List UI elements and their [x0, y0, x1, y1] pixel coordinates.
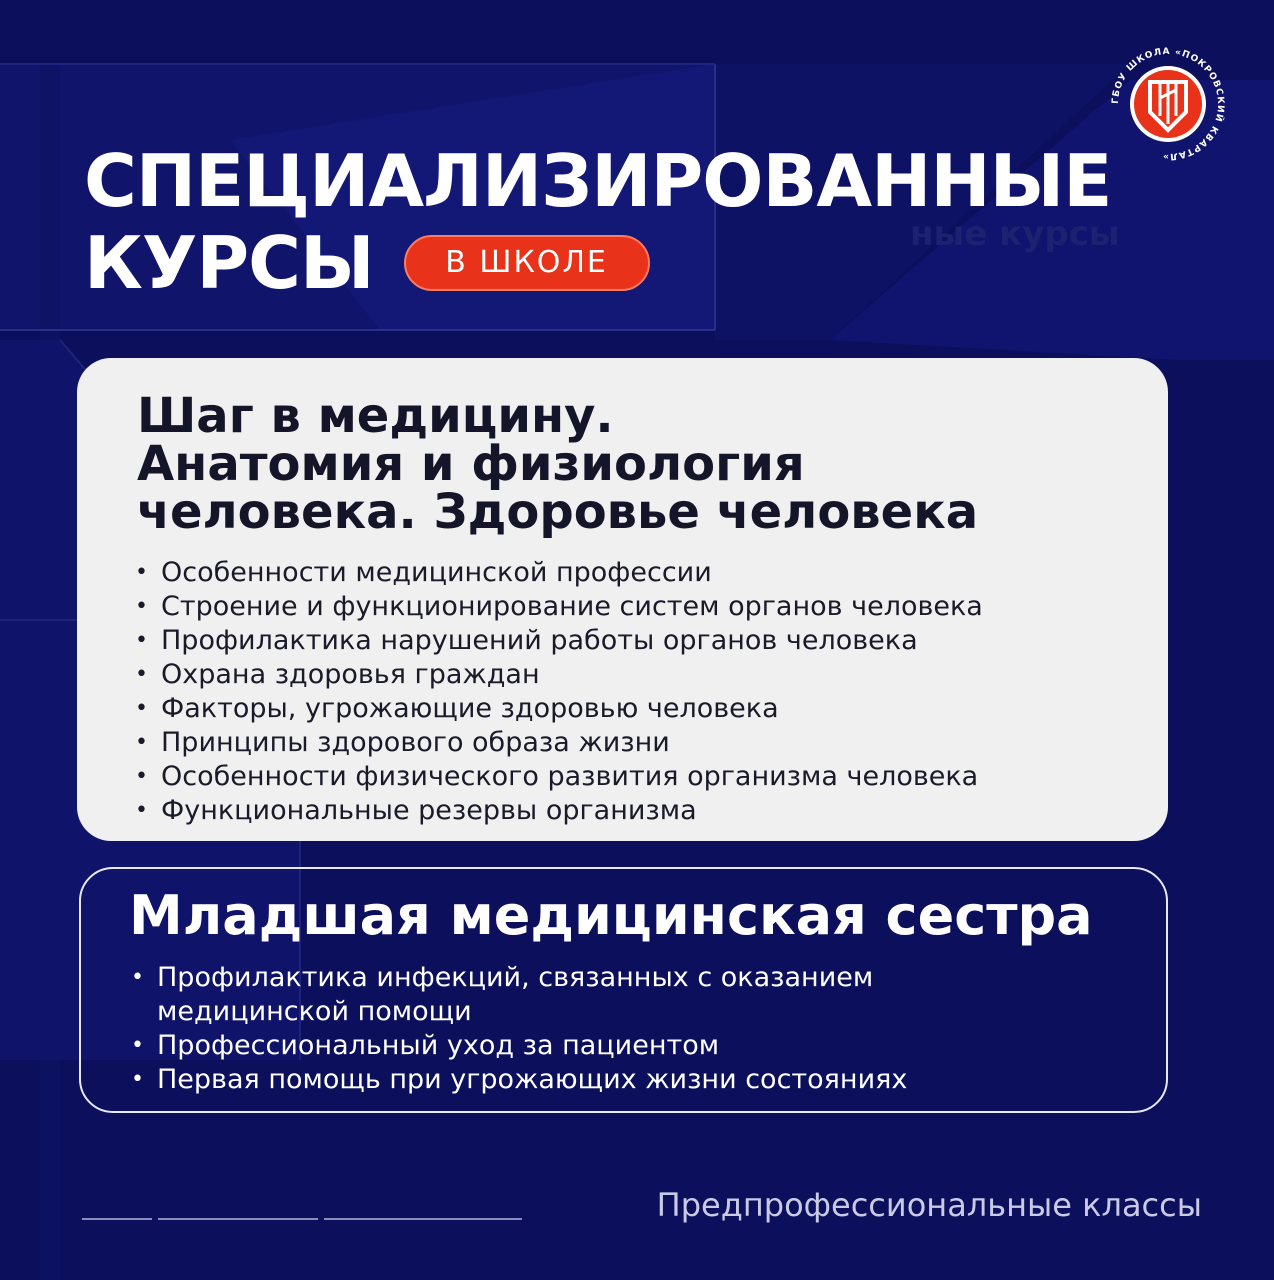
- list-item: [129, 1029, 1136, 1063]
- list-item-text: Функциональные резервы организма: [161, 795, 697, 826]
- bullet-icon: •: [135, 764, 148, 789]
- course-title-line: Шаг в медицину.: [137, 388, 614, 444]
- list-item: [129, 961, 1136, 995]
- list-item-text: Строение и функционирование систем органов человека: [161, 591, 983, 622]
- list-item: [133, 590, 1128, 624]
- title-line-2: КУРСЫ: [84, 221, 374, 305]
- bullet-icon: •: [135, 696, 148, 721]
- bullet-icon: •: [131, 1033, 144, 1058]
- course-card-anatomy: [77, 358, 1168, 841]
- bullet-icon: •: [135, 560, 148, 585]
- list-item-text: медицинской помощи: [157, 996, 472, 1027]
- school-logo: [1108, 44, 1228, 164]
- footer-caption: Предпрофессиональные классы: [656, 1186, 1202, 1224]
- course-title-line: человека. Здоровье человека: [137, 484, 979, 540]
- footer-divider: [82, 1217, 522, 1221]
- bullet-icon: •: [135, 594, 148, 619]
- list-item: [133, 658, 1128, 692]
- list-item: [133, 760, 1128, 794]
- list-item-text: Принципы здорового образа жизни: [161, 727, 670, 758]
- title-line-2-row: [84, 222, 1111, 304]
- list-item-text: Особенности медицинской профессии: [161, 557, 712, 588]
- list-item-text: Факторы, угрожающие здоровью человека: [161, 693, 779, 724]
- bullet-icon: •: [131, 965, 144, 990]
- list-item: [129, 1063, 1136, 1097]
- in-school-badge: В ШКОЛЕ: [404, 235, 650, 291]
- course-topics-list: [129, 961, 1136, 1097]
- list-item-text: Профилактика нарушений работы органов человека: [161, 625, 918, 656]
- course-title: Младшая медицинская сестра: [129, 884, 1093, 947]
- list-item: [133, 794, 1128, 828]
- list-item-text: Особенности физического развития организма человека: [161, 761, 979, 792]
- bullet-icon: •: [135, 730, 148, 755]
- title-line-1: СПЕЦИАЛИЗИРОВАННЫЕ: [84, 139, 1112, 223]
- list-item: [133, 726, 1128, 760]
- list-item-text: Охрана здоровья граждан: [161, 659, 540, 690]
- list-item-text: Профессиональный уход за пациентом: [157, 1030, 720, 1061]
- list-item-continuation: [129, 995, 1136, 1029]
- course-card-junior-nurse: [79, 867, 1168, 1113]
- logo-ring-text: ГБОУ ШКОЛА «ПОКРОВСКИЙ КВАРТАЛ»: [1110, 46, 1226, 162]
- bullet-icon: •: [135, 628, 148, 653]
- background-watermark-text: ные курсы: [910, 214, 1120, 254]
- page-title: [84, 140, 1111, 304]
- course-topics-list: [133, 556, 1128, 828]
- course-title: [137, 388, 1128, 540]
- bullet-icon: •: [135, 798, 148, 823]
- bullet-icon: •: [131, 1067, 144, 1092]
- list-item: [133, 556, 1128, 590]
- course-title-line: Анатомия и физиология: [137, 436, 805, 492]
- list-item-text: Профилактика инфекций, связанных с оказанием: [157, 962, 874, 993]
- bullet-icon: •: [135, 662, 148, 687]
- list-item-text: Первая помощь при угрожающих жизни состояниях: [157, 1064, 908, 1095]
- list-item: [133, 692, 1128, 726]
- list-item: [133, 624, 1128, 658]
